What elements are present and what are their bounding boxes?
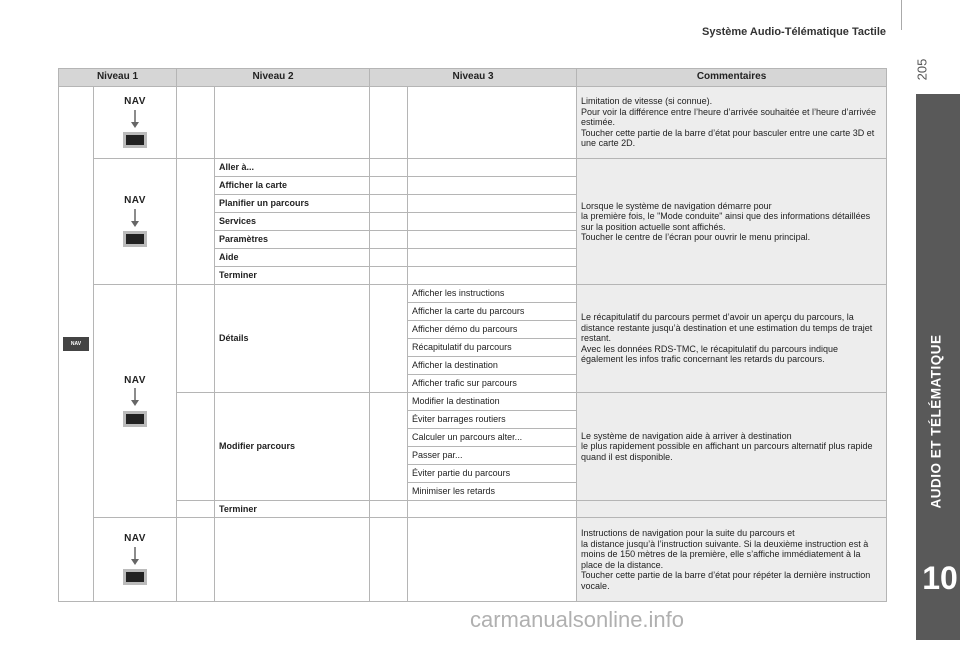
screen-button-icon xyxy=(123,411,147,427)
table-row xyxy=(59,159,887,177)
nav-app-icon: NAV xyxy=(63,337,89,351)
chapter-title: AUDIO ET TÉLÉMATIQUE xyxy=(928,334,944,509)
table-row xyxy=(59,393,887,411)
empty-cell xyxy=(408,159,577,177)
col-header-commentaires: Commentaires xyxy=(577,69,887,87)
menu-item-aller-a: Aller à... xyxy=(215,159,370,177)
nav-button-icon xyxy=(122,534,148,585)
submenu-modifier-destination: Modifier la destination xyxy=(408,393,577,411)
empty-cell xyxy=(370,213,408,231)
col-header-niveau-2: Niveau 2 xyxy=(177,69,370,87)
empty-cell xyxy=(408,195,577,213)
empty-cell xyxy=(370,87,408,159)
submenu-afficher-carte-parcours: Afficher la carte du parcours xyxy=(408,303,577,321)
empty-cell xyxy=(215,87,370,159)
submenu-afficher-destination: Afficher la destination xyxy=(408,357,577,375)
table-row xyxy=(59,501,887,518)
menu-item-modifier-parcours: Modifier parcours xyxy=(215,393,370,501)
nav-label: NAV xyxy=(124,195,146,206)
comment-speed-limit: Limitation de vitesse (si connue). Pour voir la différence entre l’heure d’arrivée souhaitée et l’heure d’arrivée estimée. Toucher cette partie de la barre d’état pour basculer entre une carte 3D et une carte 2D. xyxy=(577,87,887,159)
nav-icon-cell xyxy=(94,159,177,285)
menu-item-services: Services xyxy=(215,213,370,231)
submenu-eviter-barrages: Éviter barrages routiers xyxy=(408,411,577,429)
empty-cell xyxy=(408,177,577,195)
col-header-niveau-3: Niveau 3 xyxy=(370,69,577,87)
comment-main-menu: Lorsque le système de navigation démarre pour la première fois, le "Mode conduite" ainsi que des informations détaillées sur la position actuelle sont affichés. Toucher le centre de l’écran pour ouvrir le menu principal. xyxy=(577,159,887,285)
submenu-afficher-trafic: Afficher trafic sur parcours xyxy=(408,375,577,393)
comment-instructions: Instructions de navigation pour la suite du parcours et la distance jusqu’à l’instruction suivante. Si la deuxième instruction est à moins de 150 mètres de la première, elle s’affiche immédiatement à la place de la distance. Toucher cette partie de la barre d’état pour répéter la dernière instruction vocale. xyxy=(577,518,887,602)
empty-cell xyxy=(177,285,215,393)
menu-item-terminer-route: Terminer xyxy=(215,501,370,518)
empty-cell xyxy=(370,285,408,393)
nav-label: NAV xyxy=(124,96,146,107)
submenu-eviter-partie: Éviter partie du parcours xyxy=(408,465,577,483)
screen-button-icon xyxy=(123,569,147,585)
empty-cell xyxy=(370,267,408,285)
submenu-minimiser-retards: Minimiser les retards xyxy=(408,483,577,501)
arrow-down-icon xyxy=(122,386,148,408)
empty-cell xyxy=(177,87,215,159)
arrow-down-icon xyxy=(122,108,148,130)
empty-cell xyxy=(408,267,577,285)
submenu-passer-par: Passer par... xyxy=(408,447,577,465)
empty-cell xyxy=(370,518,408,602)
menu-item-terminer: Terminer xyxy=(215,267,370,285)
empty-cell xyxy=(370,159,408,177)
empty-cell xyxy=(408,87,577,159)
empty-cell xyxy=(370,393,408,501)
screen-button-icon xyxy=(123,132,147,148)
page-header-title: Système Audio-Télématique Tactile xyxy=(702,26,886,38)
empty-cell xyxy=(370,195,408,213)
table-row xyxy=(59,285,887,303)
empty-cell xyxy=(408,518,577,602)
submenu-recapitulatif: Récapitulatif du parcours xyxy=(408,339,577,357)
comment-alternate-route: Le système de navigation aide à arriver à destination le plus rapidement possible en affichant un parcours alternatif plus rapide quand il est disponible. xyxy=(577,393,887,501)
empty-cell xyxy=(177,501,215,518)
empty-cell xyxy=(370,501,408,518)
table-header-row xyxy=(59,69,887,87)
comment-route-summary: Le récapitulatif du parcours permet d’avoir un aperçu du parcours, la distance restante jusqu’à destination et une estimation du temps de trajet restant. Avec les données RDS-TMC, le récapitulatif du parcours indique également les infos trafic concernant les retards du parcours. xyxy=(577,285,887,393)
nav-button-icon xyxy=(122,376,148,427)
table-row xyxy=(59,87,887,159)
menu-item-afficher-carte: Afficher la carte xyxy=(215,177,370,195)
nav-button-icon xyxy=(122,196,148,247)
nav-button-icon xyxy=(122,97,148,148)
empty-cell xyxy=(177,393,215,501)
menu-item-aide: Aide xyxy=(215,249,370,267)
nav-icon-cell xyxy=(94,285,177,518)
nav-label: NAV xyxy=(124,374,146,386)
empty-comment-cell xyxy=(577,501,887,518)
header-divider xyxy=(901,0,902,30)
empty-cell xyxy=(408,231,577,249)
empty-cell xyxy=(408,213,577,231)
empty-cell xyxy=(177,518,215,602)
empty-cell xyxy=(408,501,577,518)
col-header-niveau-1: Niveau 1 xyxy=(59,69,177,87)
menu-item-details: Détails xyxy=(215,285,370,393)
chapter-number: 10 xyxy=(922,560,958,596)
arrow-down-icon xyxy=(122,207,148,229)
arrow-down-icon xyxy=(122,545,148,567)
empty-cell xyxy=(215,518,370,602)
empty-cell xyxy=(370,249,408,267)
nav-icon-cell xyxy=(94,87,177,159)
navigation-menu-table xyxy=(58,68,887,602)
table-row xyxy=(59,518,887,602)
submenu-afficher-instructions: Afficher les instructions xyxy=(408,285,577,303)
submenu-calculer-alternatif: Calculer un parcours alter... xyxy=(408,429,577,447)
nav-label: NAV xyxy=(124,533,146,544)
empty-cell xyxy=(370,231,408,249)
menu-item-planifier-parcours: Planifier un parcours xyxy=(215,195,370,213)
empty-cell xyxy=(370,177,408,195)
menu-item-parametres: Paramètres xyxy=(215,231,370,249)
screen-button-icon xyxy=(123,231,147,247)
submenu-afficher-demo: Afficher démo du parcours xyxy=(408,321,577,339)
empty-cell xyxy=(408,249,577,267)
empty-cell xyxy=(177,159,215,285)
page-number: 205 xyxy=(914,58,930,81)
nav-icon-cell xyxy=(94,518,177,602)
chapter-side-tab xyxy=(916,94,960,640)
level1-cell xyxy=(59,87,94,602)
watermark: carmanualsonline.info xyxy=(470,607,685,632)
